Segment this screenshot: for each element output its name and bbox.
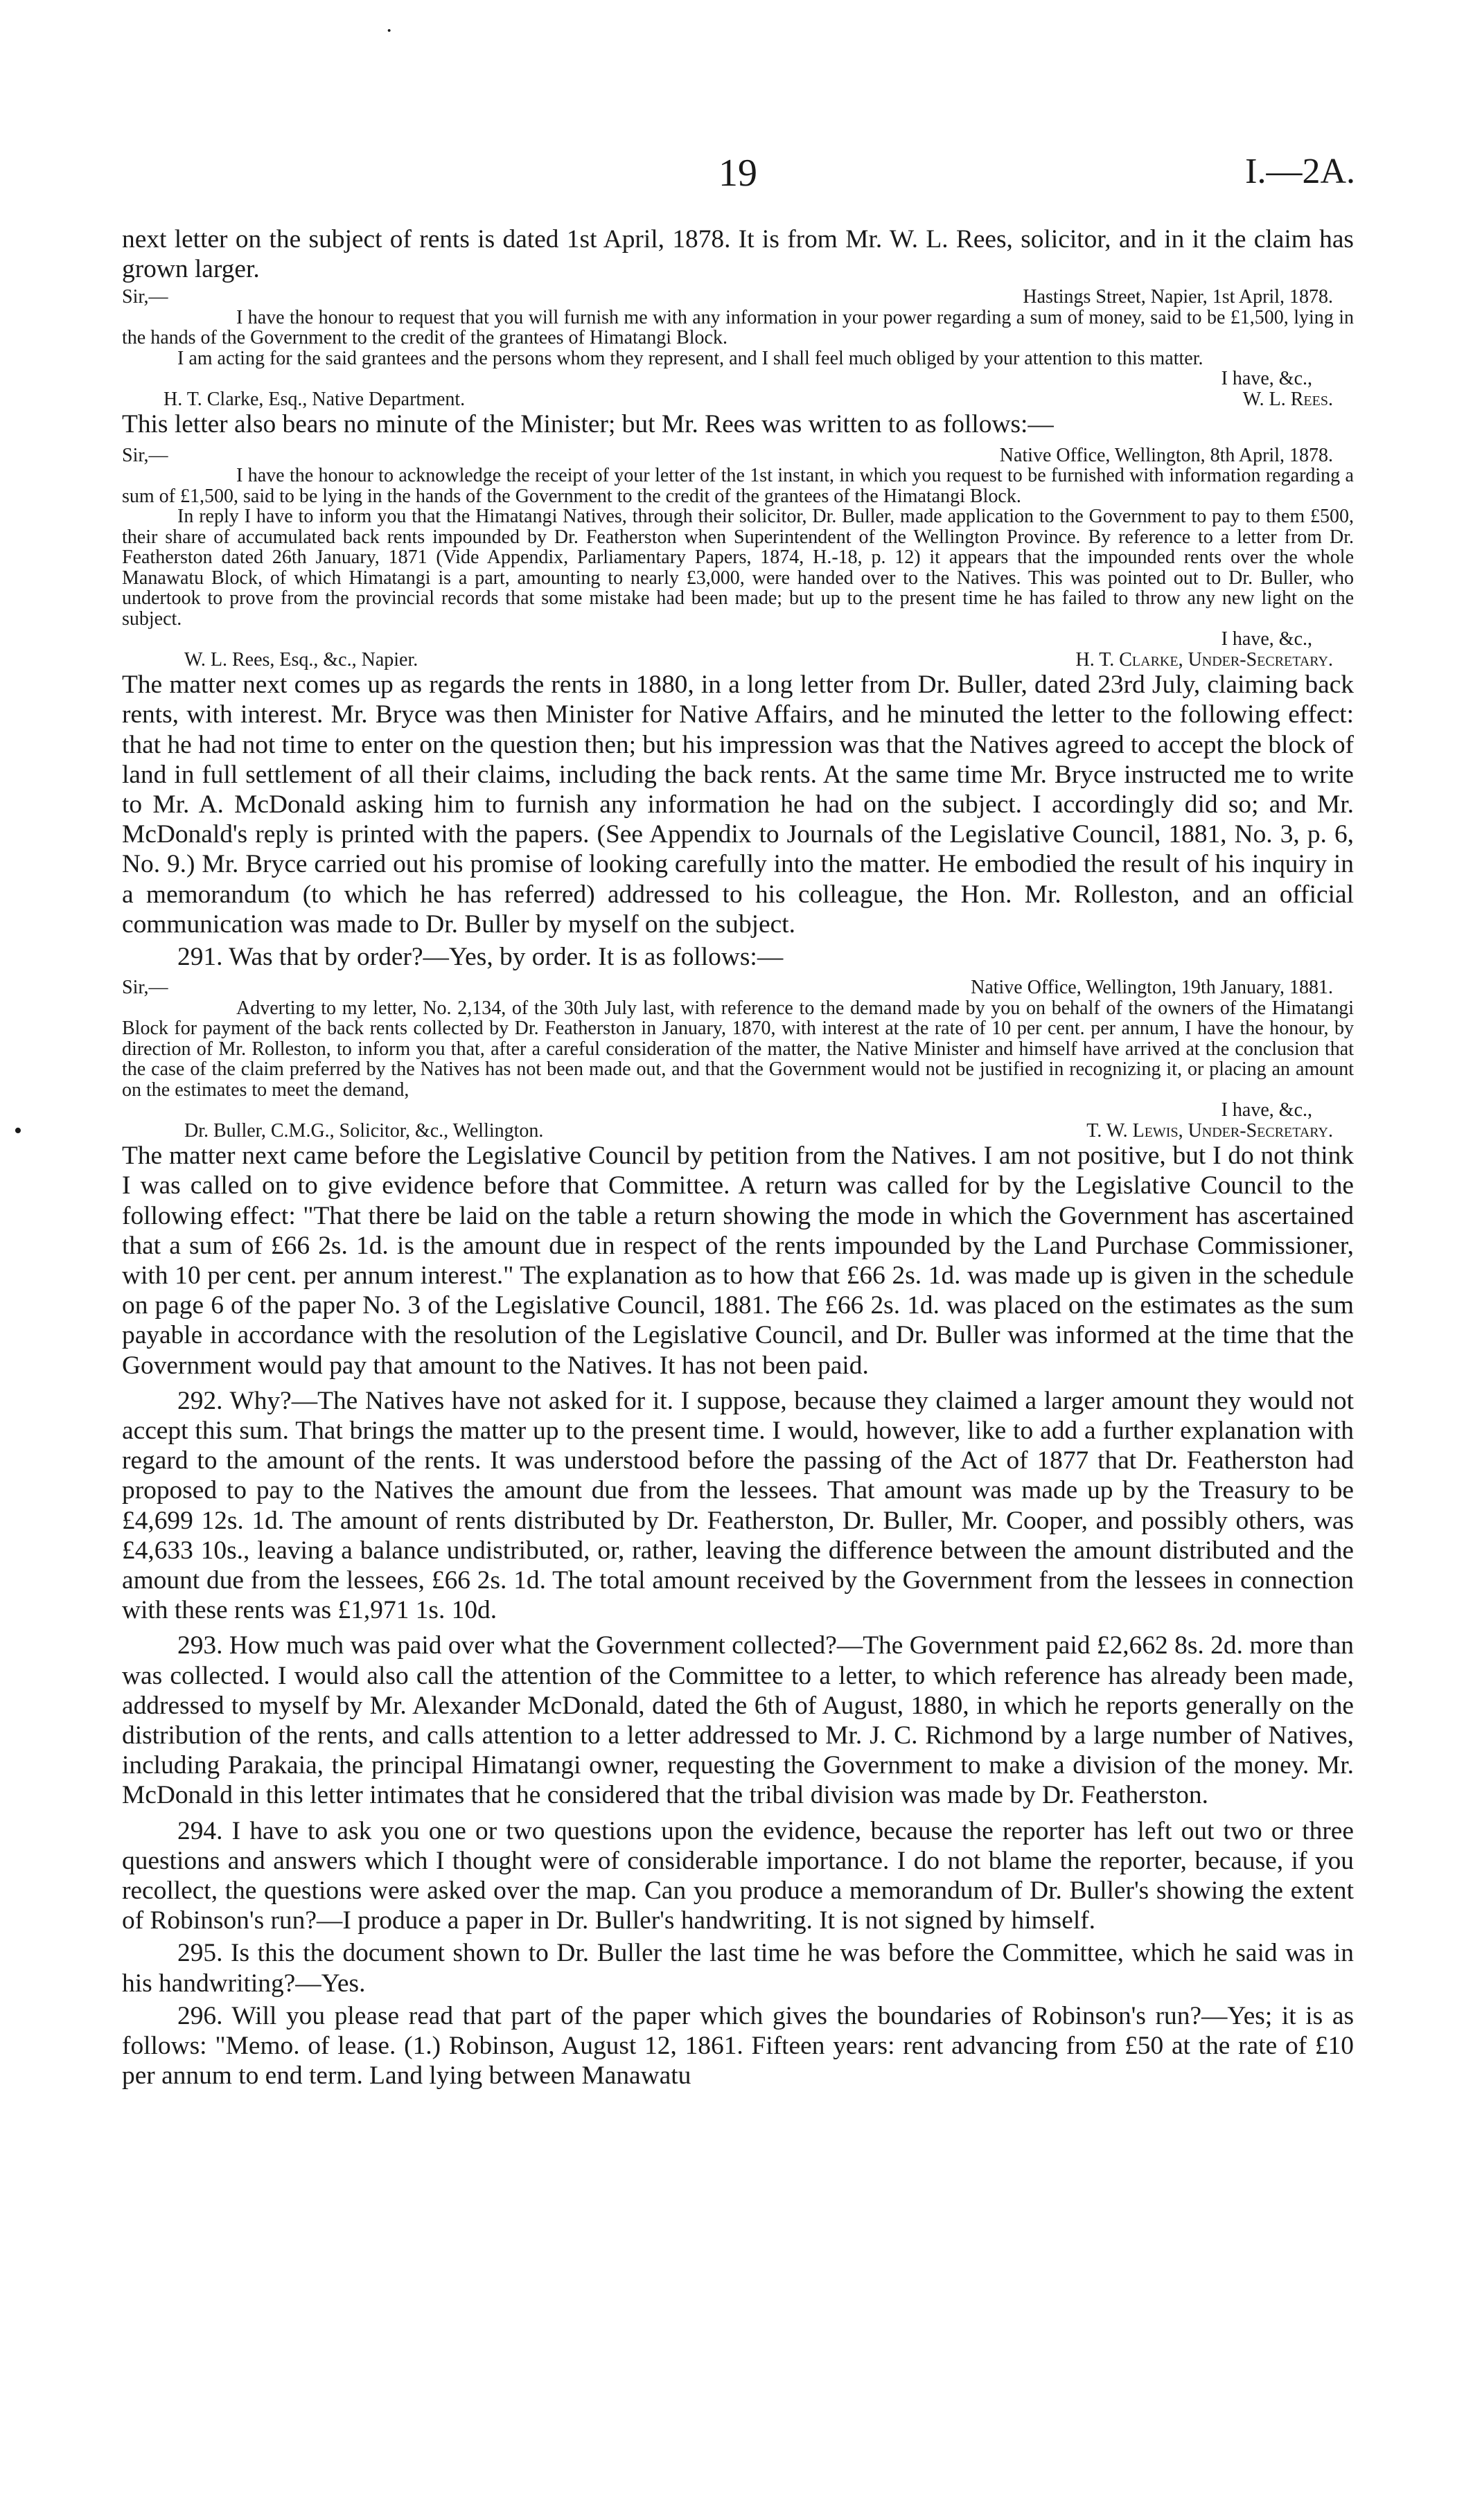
letter-address: Native Office, Wellington, 19th January, 1881. (971, 977, 1333, 999)
letter-clarke (122, 445, 1354, 671)
letter-paragraph: I have the honour to request that you will furnish me with any information in your power regarding a sum of money, said to be £1,500, lying in the hands of the Government to the credit of the grantees of Himatangi Block. (122, 306, 1354, 349)
document-reference: I.—2A. (1245, 152, 1355, 191)
margin-dot: · (385, 18, 394, 44)
letter-salutation: Sir,— (122, 977, 168, 999)
question-292: 292. Why?—The Natives have not asked for it. I suppose, because they claimed a larger amount they would not accept this sum. That brings the matter up to the present time. I would, however, like to add a further explanation with regard to the amount of the rents. It was understood before the passing of the Act of 1877 that Dr. Featherston had proposed to pay to the Natives the amount due from the lessees. That amount was made up by the Treasury to be £4,699 12s. 1d. The amount of rents distributed by Dr. Featherston, Dr. Buller, Mr. Cooper, and possibly others, was £4,633 10s., leaving a balance undistributed, or, rather, leaving the difference between the amount distributed and the amount due from the lessees, £66 2s. 1d. The total amount received by the Government from the lessees in connection with these rents was £1,971 1s. 10d. (122, 1386, 1354, 1625)
question-296: 296. Will you please read that part of the paper which gives the boundaries of Robinson's run?—Yes; it is as follows: "Memo. of lease. (1.) Robinson, August 12, 1861. Fifteen years: rent advancing from £50 at the rate of £10 per annum to end term. Land lying between Manawatu (122, 2001, 1354, 2091)
question-293: 293. How much was paid over what the Government collected?—The Government paid £2,662 8s. 2d. more than was collected. I would also call the attention of the Committee to a letter, to which reference has already been made, addressed to myself by Mr. Alexander McDonald, dated the 6th of August, 1880, in which he reports generally on the distribution of the rents, and calls attention to a letter addressed to Mr. J. C. Richmond by a large number of Natives, including Parakaia, the principal Himatangi owner, requesting the Government to make a division of the money. Mr. McDonald in this letter intimates that he considered that the tribal division was made by Dr. Featherston. (122, 1631, 1354, 1810)
intro-paragraph: next letter on the subject of rents is dated 1st April, 1878. It is from Mr. W. L. Rees, solicitor, and in it the claim has grown larger. (122, 225, 1354, 284)
letter-closing: I have, &c., (1221, 628, 1312, 650)
letter-rees (122, 287, 1354, 409)
letter-addressee: H. T. Clarke, Esq., Native Department. (164, 388, 466, 410)
letter-address: Hastings Street, Napier, 1st April, 1878. (1023, 286, 1333, 308)
letter-signature: T. W. Lewis, Under-Secretary. (1086, 1119, 1333, 1142)
letter-signature: W. L. Rees. (1242, 388, 1333, 410)
letter-closing: I have, &c., (1221, 368, 1312, 390)
letter-paragraph: In reply I have to inform you that the Himatangi Natives, through their solicitor, Dr. Buller, made application to the Government to pay to them £500, their share of accumulated back rents impounded by Dr. Featherston when Superintendent of the Wellington Province. By reference to a letter from Dr. Featherston dated 26th January, 1871 (Vide Appendix, Parliamentary Papers, 1874, H.-18, p. 12) it appears that the impounded rents over the whole Manawatu Block, of which Himatangi is a part, amounting to nearly £3,000, were handed over to the Natives. This was pointed out to Dr. Buller, who undertook to prove from the provincial records that some mistake had been made; but up to the present time he has failed to throw any new light on the subject. (122, 506, 1354, 630)
letter-paragraph: I have the honour to acknowledge the receipt of your letter of the 1st instant, in which you request to be furnished with information regarding a sum of £1,500, said to be lying in the hands of the Government to the credit of the grantees of the Himatangi Block. (122, 465, 1354, 507)
body-text (122, 224, 1354, 2091)
letter-addressee: Dr. Buller, C.M.G., Solicitor, &c., Wellington. (184, 1119, 544, 1142)
letter-salutation: Sir,— (122, 286, 168, 308)
paragraph-legislative-council: The matter next came before the Legislative Council by petition from the Natives. I am not positive, but I do not think I was called on to give evidence before that Committee. A return was called for by the Legislative Council to the following effect: "That there be laid on the table a return showing the mode in which the Government has ascertained that a sum of £66 2s. 1d. is the amount due in respect of the rents impounded by the Land Purchase Commissioner, with 10 per cent. per annum interest." The explanation as to how that £66 2s. 1d. was made up is given in the schedule on page 6 of the paper No. 3 of the Legislative Council, 1881. The £66 2s. 1d. was placed on the estimates as the sum payable in accordance with the resolution of the Legislative Council, and Dr. Buller was informed at the time that the Government would pay that amount to the Natives. It has not been paid. (122, 1142, 1354, 1380)
letter-address: Native Office, Wellington, 8th April, 1878. (999, 444, 1333, 466)
bridge-paragraph: This letter also bears no minute of the Minister; but Mr. Rees was written to as follows:— (122, 410, 1054, 439)
question-295: 295. Is this the document shown to Dr. Buller the last time he was before the Committee, which he said was in his handwriting?—Yes. (122, 1939, 1354, 1998)
letter-addressee: W. L. Rees, Esq., &c., Napier. (184, 648, 418, 671)
letter-paragraph: Adverting to my letter, No. 2,134, of the 30th July last, with reference to the demand made by you on behalf of the owners of the Himatangi Block for payment of the back rents collected by Dr. Featherston in January, 1870, with interest at the rate of 10 per cent. per annum, I have the honour, by direction of Mr. Rolleston, to inform you that, after a careful consideration of the matter, the Native Minister and himself have arrived at the conclusion that the case of the claim preferred by the Natives has not been made out, and that the Government would not be justified in recognizing it, or placing an amount on the estimates to meet the demand, (122, 997, 1354, 1101)
page-number: 19 (718, 152, 757, 195)
letter-lewis (122, 977, 1354, 1141)
letter-paragraph: I am acting for the said grantees and the persons whom they represent, and I shall feel much obliged by your attention to this matter. (177, 347, 1203, 369)
letter-signature: H. T. Clarke, Under-Secretary. (1075, 648, 1333, 671)
margin-dot: • (14, 1118, 22, 1144)
paragraph-1880: The matter next comes up as regards the rents in 1880, in a long letter from Dr. Buller, dated 23rd July, claiming back rents, with interest. Mr. Bryce was then Minister for Native Affairs, and he minuted the letter to the following effect: that he had not time to enter on the question then; but his impression was that the Natives agreed to accept the block of land in full settlement of all their claims, including the back rents. At the same time Mr. Bryce instructed me to write to Mr. A. McDonald asking him to furnish any information he had on the subject. I accordingly did so; and Mr. McDonald's reply is printed with the papers. (See Appendix to Journals of the Legislative Council, 1881, No. 3, p. 6, No. 9.) Mr. Bryce carried out his promise of looking carefully into the matter. He embodied the result of his inquiry in a memorandum (to which he has referred) addressed to his colleague, the Hon. Mr. Rolleston, and an official communication was made to Dr. Buller by myself on the subject. (122, 671, 1354, 939)
question-294: 294. I have to ask you one or two questions upon the evidence, because the reporter has left out two or three questions and answers which I thought were of considerable importance. I do not blame the reporter, because, if you recollect, the questions were asked over the map. Can you produce a memorandum of Dr. Buller's showing the extent of Robinson's run?—I produce a paper in Dr. Buller's handwriting. It is not signed by himself. (122, 1816, 1354, 1935)
letter-closing: I have, &c., (1221, 1099, 1312, 1121)
question-291: 291. Was that by order?—Yes, by order. It is as follows:— (177, 942, 784, 971)
letter-salutation: Sir,— (122, 444, 168, 466)
